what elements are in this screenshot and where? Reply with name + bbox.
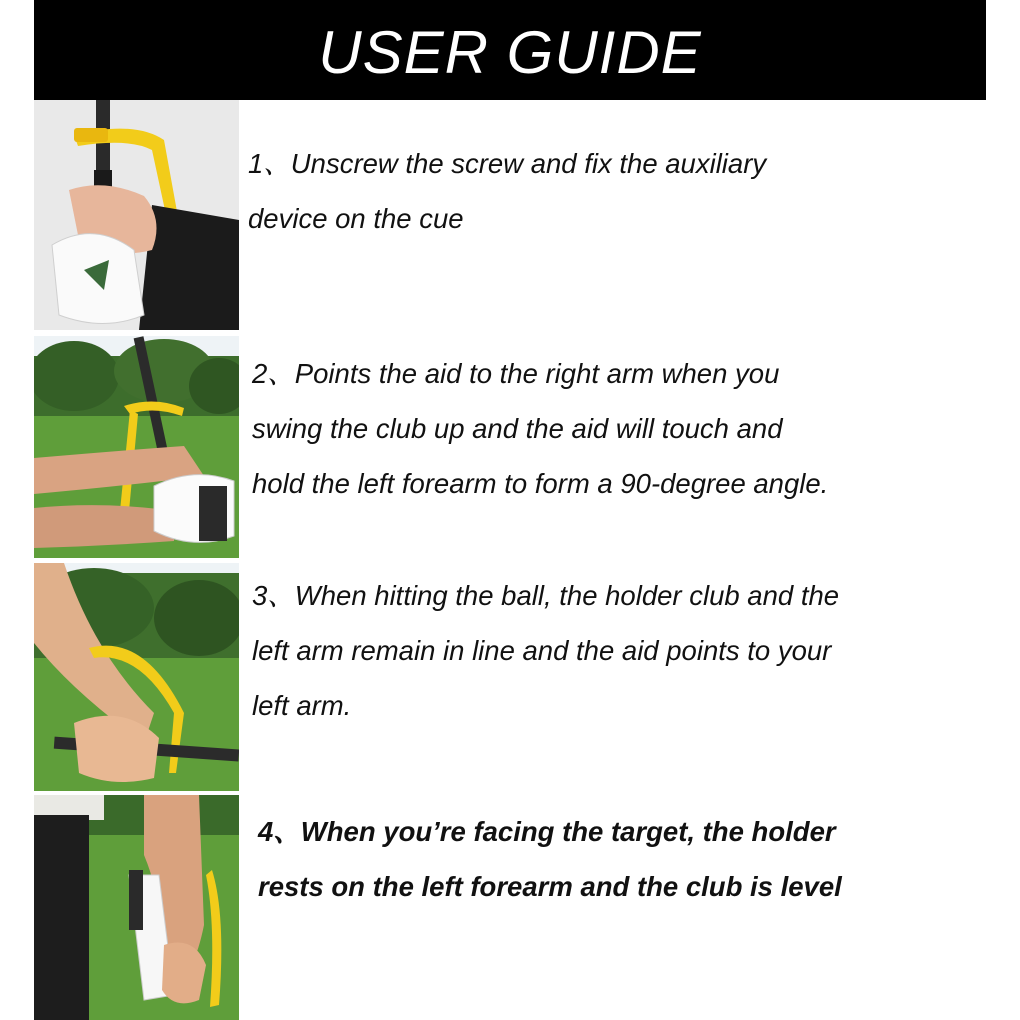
step-4-line-1: 4、When you’re facing the target, the holder xyxy=(258,816,836,847)
step-1-line-1: 1、Unscrew the screw and fix the auxiliary xyxy=(248,148,767,179)
step-2-line-3: hold the left forearm to form a 90-degree angle. xyxy=(252,468,829,499)
step-3-text xyxy=(252,568,839,733)
step-2-line-2: swing the club up and the aid will touch and xyxy=(252,413,783,444)
step-1-line-2: device on the cue xyxy=(248,203,464,234)
step-2-text xyxy=(252,346,828,511)
step-4-line-2: rests on the left forearm and the club is level xyxy=(258,871,842,902)
page-title: USER GUIDE xyxy=(318,18,702,86)
header-banner xyxy=(34,0,986,100)
step-4-photo xyxy=(34,795,239,1020)
step-3-line-1: 3、When hitting the ball, the holder club and the xyxy=(252,580,840,611)
step-1-text xyxy=(248,136,766,246)
step-3-line-3: left arm. xyxy=(252,690,352,721)
step-2-photo xyxy=(34,336,239,558)
step-1-photo xyxy=(34,100,239,330)
step-3-line-2: left arm remain in line and the aid points to your xyxy=(252,635,832,666)
step-4-text xyxy=(258,804,842,914)
step-2-line-1: 2、Points the aid to the right arm when you xyxy=(252,358,780,389)
step-3-photo xyxy=(34,563,239,791)
